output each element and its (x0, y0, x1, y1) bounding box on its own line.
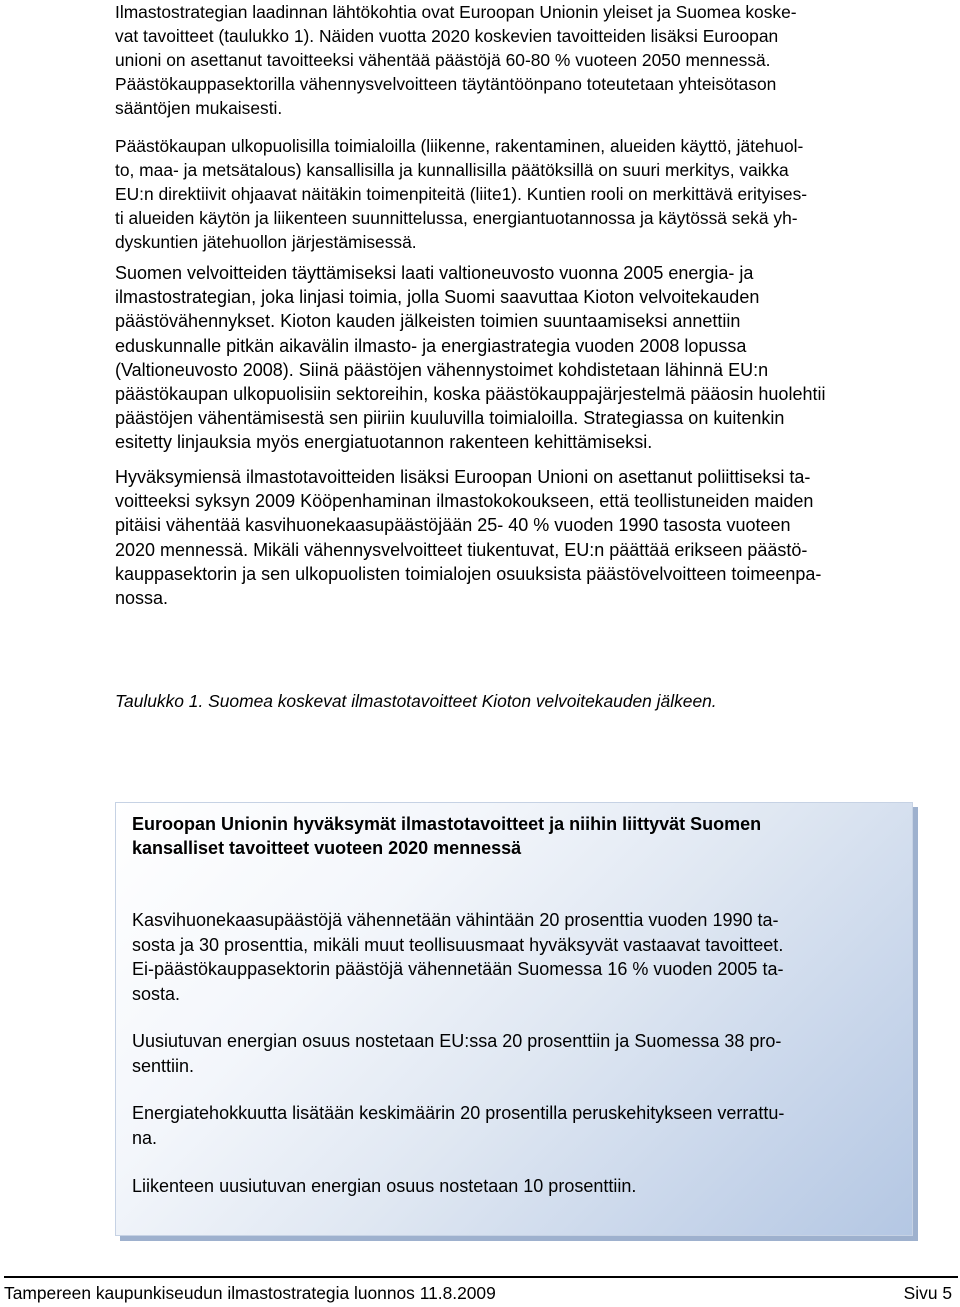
footer-page-number: Sivu 5 (903, 1283, 952, 1303)
footer-document-title: Tampereen kaupunkiseudun ilmastostrategia luonnos 11.8.2009 (4, 1283, 496, 1303)
body-paragraph-4: Hyväksymiensä ilmastotavoitteiden lisäksi Euroopan Unioni on asettanut poliittiseksi ta- voitteeksi syksyn 2009 Kööpenhaminan ilmastokokoukseen, että teollistuneiden maiden pitäisi vähentää kasvihuonekaasupäästöjään 25- 40 % vuoden 1990 tasosta vuoteen 2020 mennessä. Mikäli vähennysvelvoitteet tiukentuvat, EU:n päättää erikseen päästö- kauppasektorin ja sen ulkopuolisten toimialojen osuuksista päästövelvoitteen toimeenpa- nossa. (115, 467, 822, 609)
table-box-item: Energiatehokkuutta lisätään keskimäärin 20 prosentilla peruskehitykseen verrattu- na. (132, 1103, 785, 1148)
body-paragraph-1: Ilmastostrategian laadinnan lähtökohtia ovat Euroopan Unionin yleiset ja Suomea koske- vat tavoitteet (taulukko 1). Näiden vuotta 2020 koskevien tavoitteiden lisäksi Euroopan unioni on asettanut tavoitteeksi vähentää päästöjä 60-80 % vuoteen 2050 mennessä. Päästökauppasektorilla vähennysvelvoitteen täytäntöönpano toteutetaan yhteisötason sääntöjen mukaisesti. (115, 2, 797, 118)
table-box-item: Kasvihuonekaasupäästöjä vähennetään vähintään 20 prosenttia vuoden 1990 ta- sosta ja 30 prosenttia, mikäli muut teollisuusmaat hyväksyvät vastaavat tavoitteet. Ei-päästökauppasektorin päästöjä vähennetään Suomessa 16 % vuoden 2005 ta- sosta. (132, 910, 784, 1004)
table-box-title: Euroopan Unionin hyväksymät ilmastotavoitteet ja niihin liittyvät Suomen kansalliset tavoitteet vuoteen 2020 mennessä (132, 814, 762, 858)
body-paragraph-2: Päästökaupan ulkopuolisilla toimialoilla (liikenne, rakentaminen, alueiden käyttö, jätehuol- to, maa- ja metsätalous) kansallisilla ja kunnallisilla päätöksillä on suuri merkitys, vaikka EU:n direktiivit ohjaavat näitäkin toimenpiteitä (liite1). Kuntien rooli on merkittävä erityises- ti alueiden käytön ja liikenteen suunnittelussa, energiantuotannossa ja käytössä sekä yh- dyskuntien jätehuollon järjestämisessä. (115, 136, 808, 252)
body-paragraph-3: Suomen velvoitteiden täyttämiseksi laati valtioneuvosto vuonna 2005 energia- ja ilmastostrategian, joka linjasi toimia, jolla Suomi saavuttaa Kioton velvoitekauden päästövähennykset. Kioton kauden jälkeisten toimien suuntaamiseksi annettiin eduskunnalle pitkän aikavälin ilmasto- ja energiastrategia vuoden 2008 lopussa (Valtioneuvosto 2008). Siinä päästöjen vähennystoimet kohdistetaan lähinnä EU:n päästökaupan ulkopuolisiin sektoreihin, koska päästökauppajärjestelmä pääosin huolehtii päästöjen vähentämisestä sen piiriin kuuluvilla toimialoilla. Strategiassa on kuitenkin esitetty linjauksia myös energiatuotannon rakenteen kehittämiseksi. (115, 263, 826, 453)
table-box-item: Uusiutuvan energian osuus nostetaan EU:ssa 20 prosenttiin ja Suomessa 38 pro- senttiin. (132, 1031, 782, 1076)
targets-table-box (115, 802, 913, 1236)
footer-divider (4, 1276, 958, 1278)
table-caption: Taulukko 1. Suomea koskevat ilmastotavoitteet Kioton velvoitekauden jälkeen. (115, 691, 717, 711)
table-box-item: Liikenteen uusiutuvan energian osuus nostetaan 10 prosenttiin. (132, 1176, 637, 1196)
